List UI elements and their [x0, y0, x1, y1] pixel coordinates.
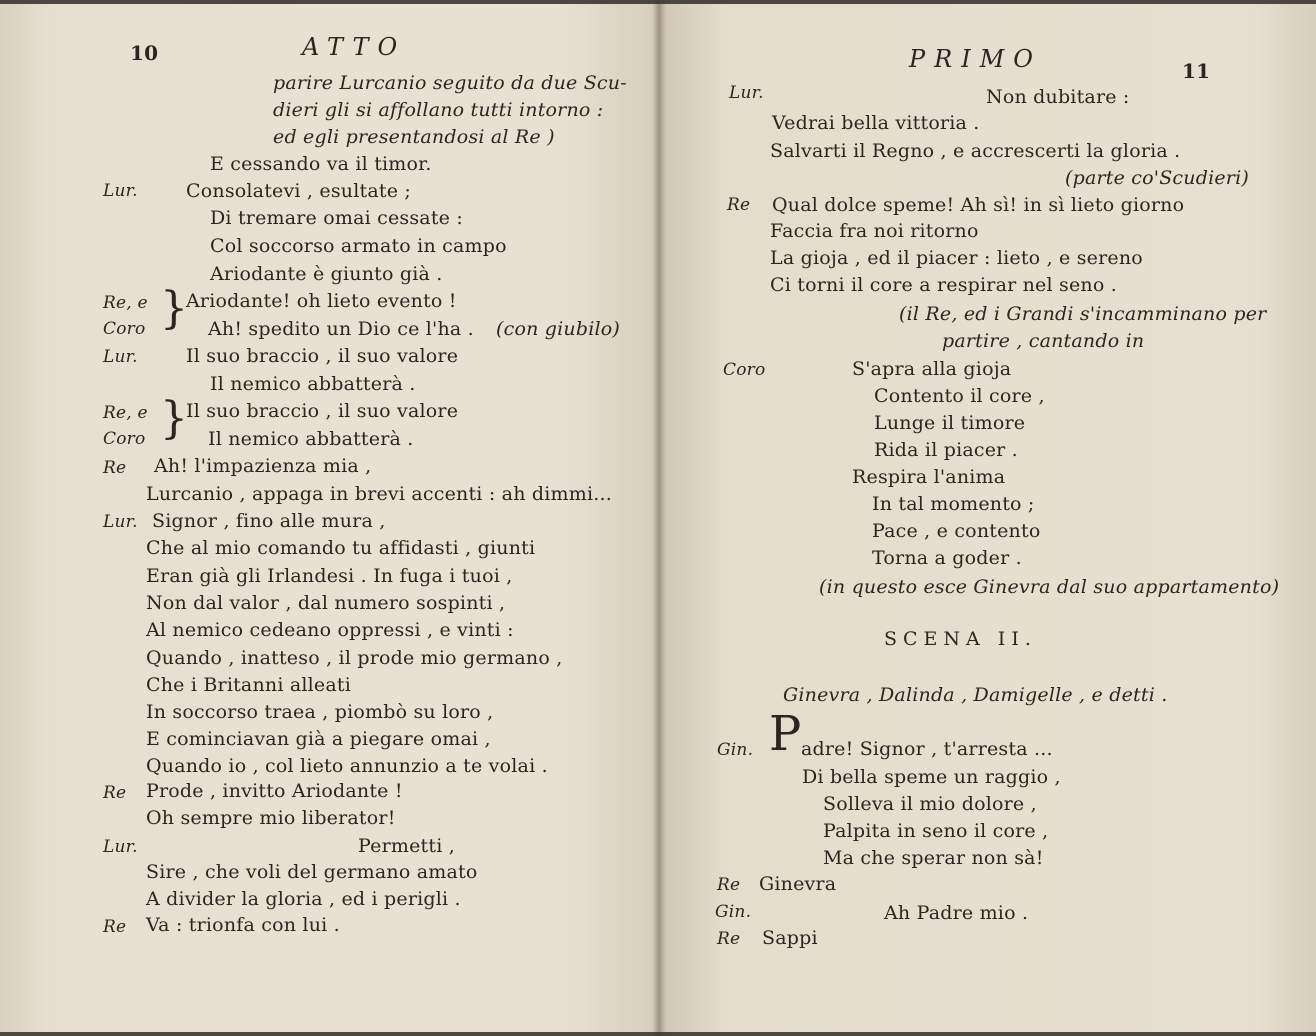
speaker-label: Re, e — [103, 403, 148, 423]
verse-line: Ginevra — [759, 873, 837, 895]
verse-line: In soccorso traea , piombò su loro , — [146, 701, 494, 723]
stage-direction: dieri gli si affollano tutti intorno : — [273, 99, 604, 121]
speaker-label: Lur. — [103, 347, 138, 367]
verse-line: adre! Signor , t'arresta ... — [801, 738, 1053, 760]
speaker-label: Re — [103, 783, 127, 803]
verse-line: Ariodante è giunto già . — [210, 263, 443, 285]
verse-line: Salvarti il Regno , e accrescerti la gloria . — [770, 140, 1181, 162]
verse-line: E cominciavan già a piegare omai , — [146, 728, 491, 750]
verse-line: Qual dolce speme! Ah sì! in sì lieto giorno — [772, 194, 1185, 216]
verse-line: Al nemico cedeano oppressi , e vinti : — [146, 619, 514, 641]
speaker-label: Re — [103, 917, 127, 937]
stage-direction: ed egli presentandosi al Re ) — [273, 126, 555, 148]
verse-line: Sire , che voli del germano amato — [146, 861, 478, 883]
left-page — [0, 4, 659, 1032]
stage-direction: parire Lurcanio seguito da due Scu- — [273, 72, 627, 94]
verse-line: Lunge il timore — [874, 412, 1026, 434]
speaker-label: Lur. — [103, 181, 138, 201]
speaker-label: Re — [727, 195, 751, 215]
verse-line: Lurcanio , appaga in brevi accenti : ah dimmi... — [146, 483, 612, 505]
verse-line: Solleva il mio dolore , — [823, 793, 1037, 815]
stage-direction: (il Re, ed i Grandi s'incamminano per — [899, 303, 1267, 325]
speaker-label: Lur. — [729, 83, 764, 103]
speaker-label: Re — [717, 929, 741, 949]
verse-line: Che al mio comando tu affidasti , giunti — [146, 537, 536, 559]
stage-direction: (parte co'Scudieri) — [1065, 167, 1249, 189]
verse-line: Prode , invitto Ariodante ! — [146, 780, 403, 802]
verse-line: Palpita in seno il core , — [823, 820, 1049, 842]
scene-heading: SCENA II. — [884, 628, 1037, 650]
speaker-label: Coro — [103, 319, 146, 339]
verse-line: Rida il piacer . — [874, 439, 1018, 461]
verse-line: Non dal valor , dal numero sospinti , — [146, 592, 506, 614]
verse-line: Non dubitare : — [986, 86, 1130, 108]
right-page — [659, 4, 1316, 1032]
verse-line: A divider la gloria , ed i perigli . — [146, 888, 461, 910]
verse-line: Oh sempre mio liberator! — [146, 807, 396, 829]
verse-line: Pace , e contento — [872, 520, 1041, 542]
speaker-label: Re, e — [103, 293, 148, 313]
verse-line: Ma che sperar non sà! — [823, 847, 1044, 869]
brace-icon: } — [160, 393, 188, 444]
verse-line: Va : trionfa con lui . — [146, 914, 340, 936]
speaker-label: Gin. — [717, 740, 754, 760]
stage-direction: partire , cantando in — [942, 330, 1145, 352]
verse-line: Di tremare omai cessate : — [210, 207, 463, 229]
book-gutter — [652, 0, 666, 1036]
stage-direction: (in questo esce Ginevra dal suo appartamento) — [819, 576, 1280, 598]
brace-icon: } — [160, 283, 188, 334]
verse-line: Ariodante! oh lieto evento ! — [186, 290, 457, 312]
verse-line: Faccia fra noi ritorno — [770, 220, 979, 242]
verse-line: Contento il core , — [874, 385, 1045, 407]
verse-line: Quando , inatteso , il prode mio germano , — [146, 647, 563, 669]
verse-line: Che i Britanni alleati — [146, 674, 352, 696]
verse-line: Di bella speme un raggio , — [802, 766, 1061, 788]
verse-line: Il suo braccio , il suo valore — [186, 400, 459, 422]
verse-line: Col soccorso armato in campo — [210, 235, 507, 257]
verse-line: La gioja , ed il piacer : lieto , e sereno — [770, 247, 1143, 269]
verse-line: Il nemico abbatterà . — [210, 373, 416, 395]
speaker-label: Re — [103, 458, 127, 478]
page-number: 11 — [1182, 59, 1211, 83]
speaker-label: Lur. — [103, 837, 138, 857]
verse-line: Ah! spedito un Dio ce l'ha . — [208, 318, 474, 340]
character-list: Ginevra , Dalinda , Damigelle , e detti . — [783, 684, 1168, 706]
verse-line: Consolatevi , esultate ; — [186, 180, 412, 202]
speaker-label: Lur. — [103, 512, 138, 532]
verse-line: Il nemico abbatterà . — [208, 428, 414, 450]
speaker-label: Gin. — [715, 902, 752, 922]
stage-direction: (con giubilo) — [496, 318, 621, 340]
verse-line: Ah! l'impazienza mia , — [154, 455, 372, 477]
drop-cap: P — [769, 706, 802, 762]
verse-line: Torna a goder . — [872, 547, 1022, 569]
speaker-label: Coro — [723, 360, 766, 380]
speaker-label: Coro — [103, 429, 146, 449]
verse-line: Signor , fino alle mura , — [152, 510, 386, 532]
verse-line: S'apra alla gioja — [852, 358, 1012, 380]
verse-line: Sappi — [762, 927, 818, 949]
verse-line: Respira l'anima — [852, 466, 1006, 488]
running-head: ATTO — [302, 33, 407, 61]
verse-line: Quando io , col lieto annunzio a te volai . — [146, 755, 548, 777]
verse-line: In tal momento ; — [872, 493, 1035, 515]
running-head: PRIMO — [909, 45, 1042, 73]
verse-line: Vedrai bella vittoria . — [772, 112, 980, 134]
verse-line: Eran già gli Irlandesi . In fuga i tuoi , — [146, 565, 513, 587]
verse-line: Permetti , — [358, 835, 455, 857]
verse-line: Ah Padre mio . — [884, 902, 1029, 924]
speaker-label: Re — [717, 875, 741, 895]
verse-line: E cessando va il timor. — [210, 153, 432, 175]
page-number: 10 — [130, 41, 159, 65]
verse-line: Ci torni il core a respirar nel seno . — [770, 274, 1117, 296]
verse-line: Il suo braccio , il suo valore — [186, 345, 459, 367]
